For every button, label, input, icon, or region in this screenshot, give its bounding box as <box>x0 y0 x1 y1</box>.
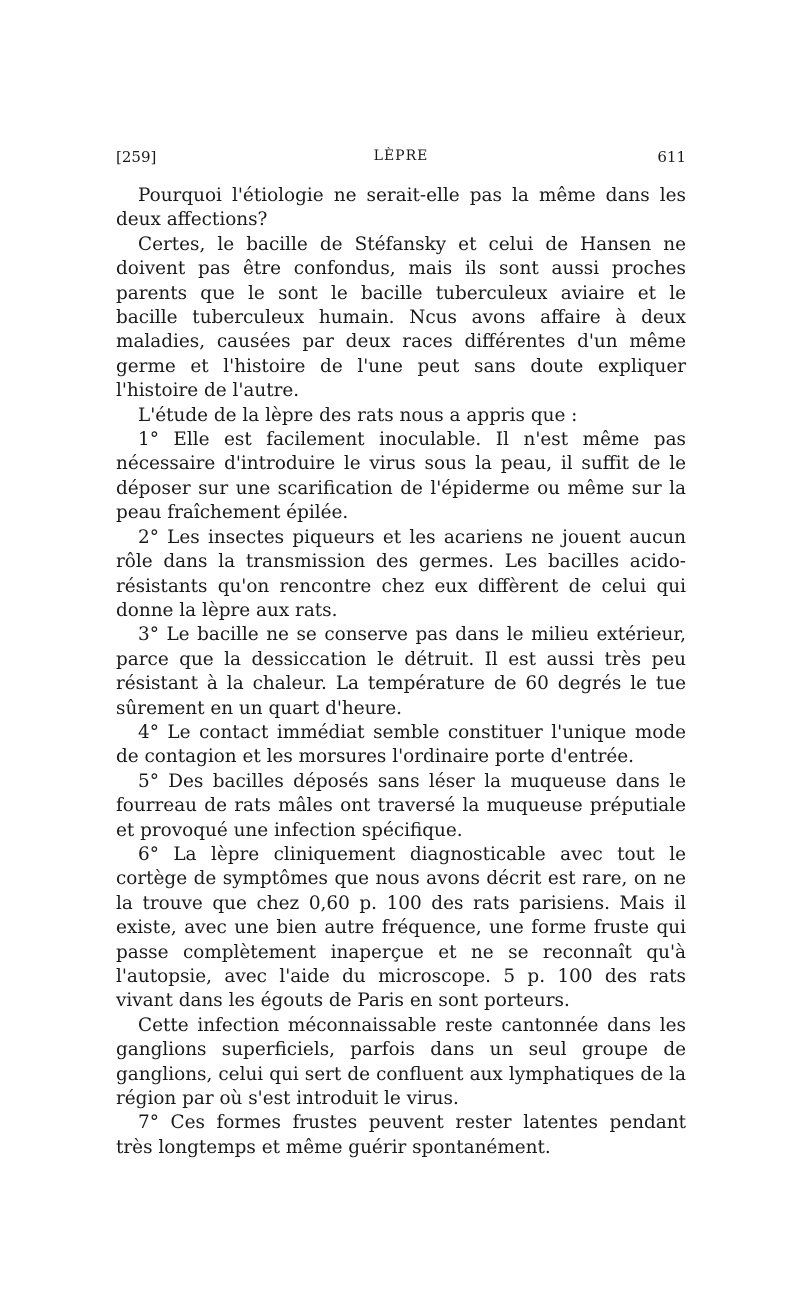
paragraph: 7° Ces formes frustes peuvent rester latentes pendant très longtemps et même guérir spontanément. <box>116 1112 686 1158</box>
paragraph: 1° Elle est facilement inoculable. Il n'est même pas nécessaire d'introduire le virus sous la peau, il suffit de le déposer sur une scarification de l'épiderme ou même sur la peau fraîchement épilée. <box>116 429 686 524</box>
paragraph: 2° Les insectes piqueurs et les acariens ne jouent aucun rôle dans la transmission des germes. Les bacilles acido-résistants qu'on rencontre chez eux diffèrent de celui qui donne la lèpre aux rats. <box>116 526 686 621</box>
paragraph: Certes, le bacille de Stéfansky et celui de Hansen ne doivent pas être confondus, mais ils sont aussi proches parents que le sont le bacille tuberculeux aviaire et le bacille tuberculeux humain. Ncus avons affaire à deux maladies, causées par deux races différentes d'un même germe et l'histoire de l'une peut sans doute expliquer l'histoire de l'autre. <box>116 233 686 402</box>
paragraph: 4° Le contact immédiat semble constituer l'unique mode de contagion et les morsures l'ordinaire porte d'entrée. <box>116 721 686 768</box>
paragraph: 3° Le bacille ne se conserve pas dans le milieu extérieur, parce que la dessiccation le détruit. Il est aussi très peu résistant à la chaleur. La température de 60 degrés le tue sûrement en un quart d'heure. <box>116 624 686 719</box>
paragraph: 5° Des bacilles déposés sans léser la muqueuse dans le fourreau de rats mâles ont traversé la muqueuse préputiale et provoqué une infection spécifique. <box>116 770 686 841</box>
paragraph: Cette infection méconnaissable reste cantonnée dans les ganglions superficiels, parfois dans un seul groupe de ganglions, celui qui sert de confluent aux lymphatiques de la région par où s'est introduit le virus. <box>116 1014 686 1110</box>
page-number: 611 <box>657 148 686 166</box>
running-header <box>116 148 686 172</box>
paragraph: 6° La lèpre cliniquement diagnosticable avec tout le cortège de symptômes que nous avons décrit est rare, on ne la trouve que chez 0,60 p. 100 des rats parisiens. Mais il existe, avec une bien autre fréquence, une forme fruste qui passe complètement inaperçue et ne se reconnaît qu'à l'autopsie, avec l'aide du microscope. 5 p. 100 des rats vivant dans les égouts de Paris en sont porteurs. <box>116 843 686 1012</box>
body-text <box>116 184 686 1160</box>
paragraph: L'étude de la lèpre des rats nous a appris que : <box>138 404 578 426</box>
section-number: [259] <box>116 148 157 166</box>
running-title: LÈPRE <box>373 148 429 164</box>
paragraph: Pourquoi l'étiologie ne serait-elle pas la même dans les deux affections? <box>116 185 686 231</box>
